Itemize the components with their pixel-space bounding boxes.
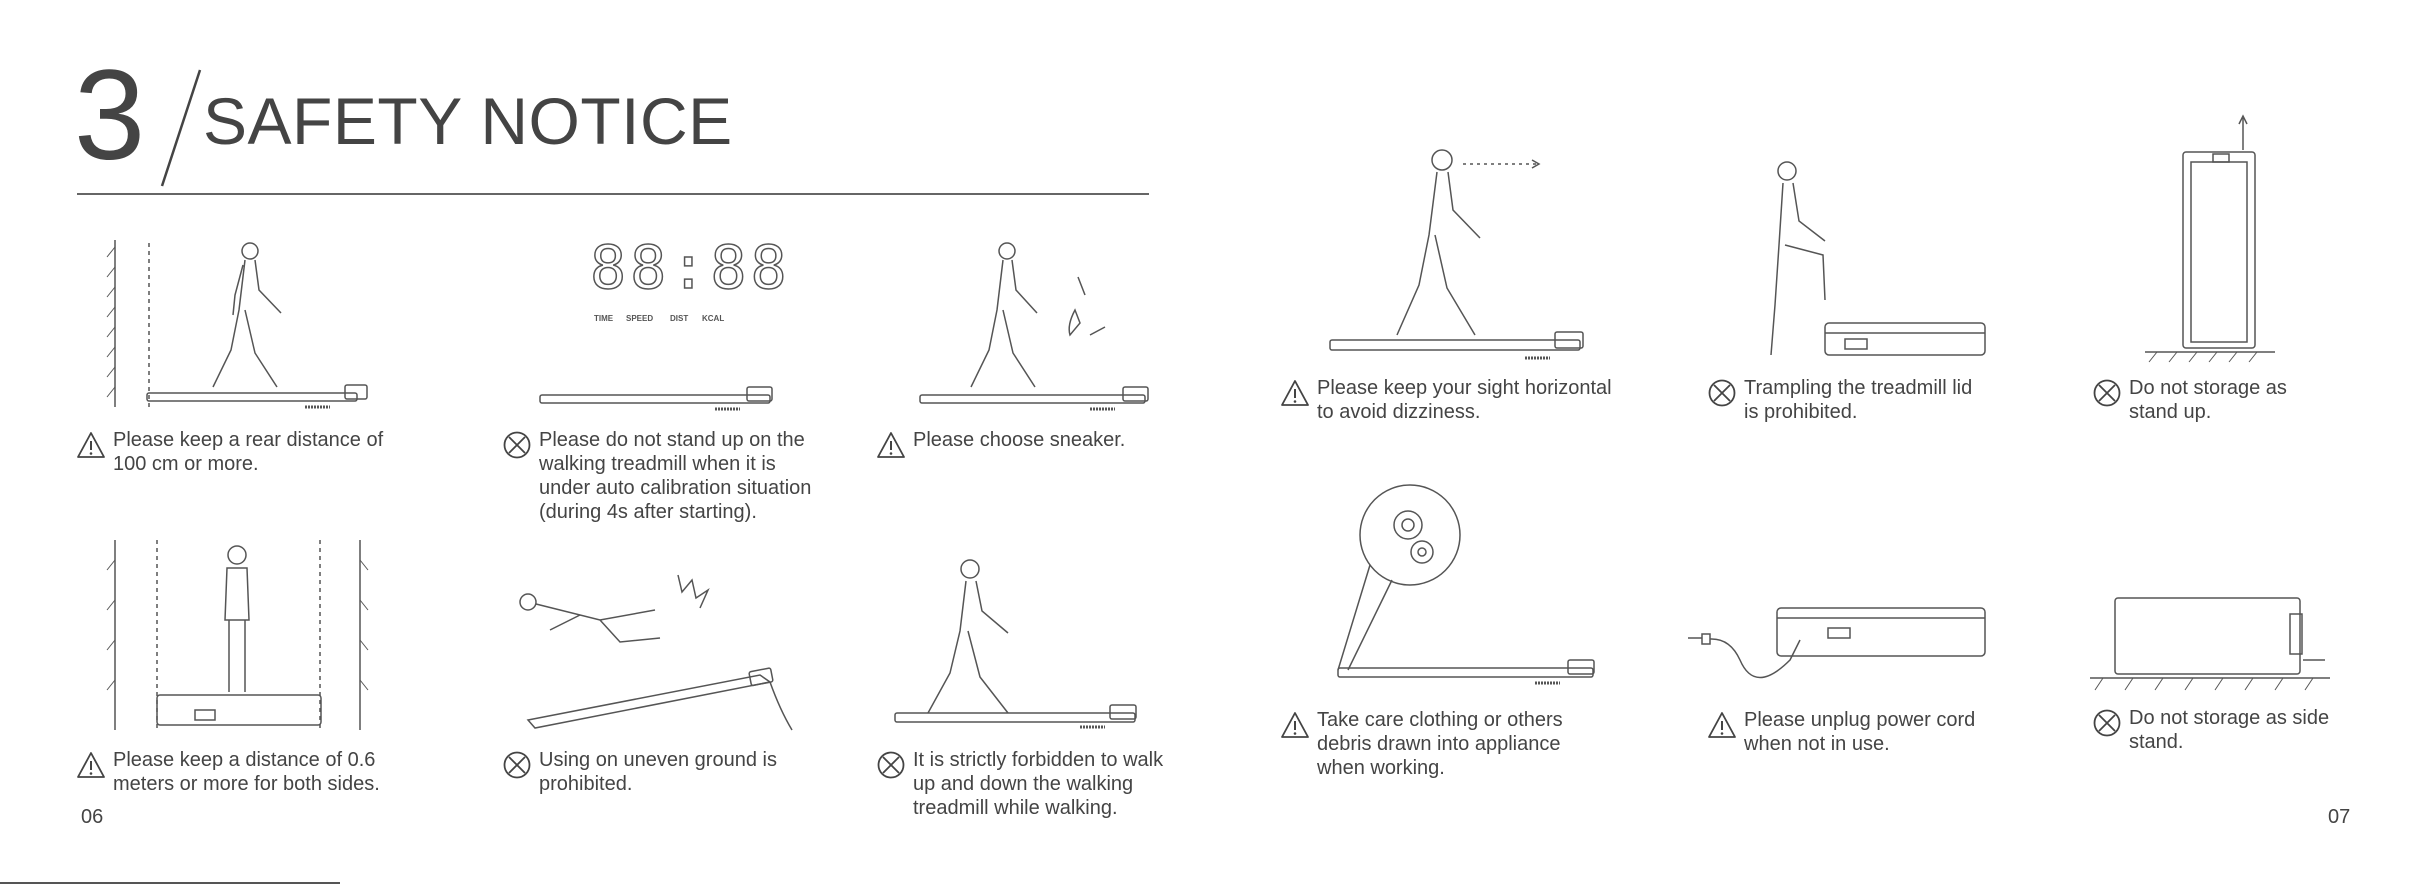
walking-on-off-illustration — [890, 555, 1150, 735]
notice-text: Trampling the treadmill lid is prohibited. — [1744, 377, 1973, 423]
display-label-dist: DIST — [670, 314, 689, 323]
prohibited-icon — [876, 750, 906, 780]
notice-auto-calibration — [502, 428, 811, 524]
sneaker-illustration — [915, 235, 1165, 415]
prohibited-icon — [502, 750, 532, 780]
storage-side-illustration — [2085, 590, 2335, 700]
notice-text: Do not storage as side stand. — [2129, 707, 2330, 753]
notice-uneven-ground — [502, 748, 777, 796]
warning-triangle-icon — [876, 430, 906, 460]
notice-sneaker — [876, 428, 1125, 460]
notice-text: Using on uneven ground is prohibited. — [539, 749, 777, 795]
title-divider — [77, 193, 1149, 195]
warning-triangle-icon — [1707, 710, 1737, 740]
unplug-power-illustration — [1680, 600, 1990, 700]
notice-walking-on-off — [876, 748, 1163, 820]
bottom-divider — [0, 882, 340, 884]
display-label-speed: SPEED — [626, 314, 654, 323]
prohibited-icon — [2092, 378, 2122, 408]
warning-triangle-icon — [1280, 378, 1310, 408]
uneven-ground-illustration — [510, 570, 800, 735]
page-number-left: 06 — [81, 806, 104, 828]
page-number-right: 07 — [2328, 806, 2351, 828]
warning-triangle-icon — [1280, 710, 1310, 740]
notice-storage-standing — [2092, 376, 2287, 424]
page-title: SAFETY NOTICE — [203, 84, 733, 158]
notice-text: Do not storage as stand up. — [2129, 377, 2287, 423]
clothing-debris-illustration — [1330, 480, 1610, 690]
notice-clothing-debris — [1280, 708, 1563, 780]
display-label-kcal: KCAL — [702, 314, 725, 323]
warning-triangle-icon — [76, 750, 106, 780]
notice-text: Take care clothing or others debris drawn into appliance when working. — [1317, 709, 1563, 779]
notice-text: Please keep your sight horizontal to avoid dizziness. — [1317, 377, 1612, 423]
notice-storage-side — [2092, 706, 2329, 754]
title-slash — [156, 68, 206, 188]
side-distance-illustration — [105, 540, 375, 740]
display-label-time: TIME — [594, 314, 614, 323]
sight-horizontal-illustration — [1325, 140, 1595, 365]
notice-text: Please keep a rear distance of 100 cm or more. — [113, 429, 384, 475]
rear-distance-illustration — [105, 235, 375, 415]
display-digits: 88:88 — [590, 233, 791, 303]
notice-side-distance — [76, 748, 380, 796]
prohibited-icon — [2092, 708, 2122, 738]
trampling-lid-illustration — [1745, 155, 1995, 365]
storage-standing-illustration — [2135, 110, 2285, 365]
notice-text: Please unplug power cord when not in use. — [1744, 709, 1976, 755]
notice-sight-horizontal — [1280, 376, 1612, 424]
notice-text: Please choose sneaker. — [913, 429, 1126, 451]
notice-trampling-lid — [1707, 376, 1972, 424]
prohibited-icon — [502, 430, 532, 460]
warning-triangle-icon — [76, 430, 106, 460]
notice-unplug-power — [1707, 708, 1975, 756]
notice-rear-distance — [76, 428, 383, 476]
notice-text: Please keep a distance of 0.6 meters or more for both sides. — [113, 749, 380, 795]
notice-text: Please do not stand up on the walking treadmill when it is under auto calibration situation (during 4s after starting). — [539, 429, 812, 523]
notice-text: It is strictly forbidden to walk up and down the walking treadmill while walking. — [913, 749, 1164, 819]
section-number: 3 — [74, 44, 146, 187]
prohibited-icon — [1707, 378, 1737, 408]
